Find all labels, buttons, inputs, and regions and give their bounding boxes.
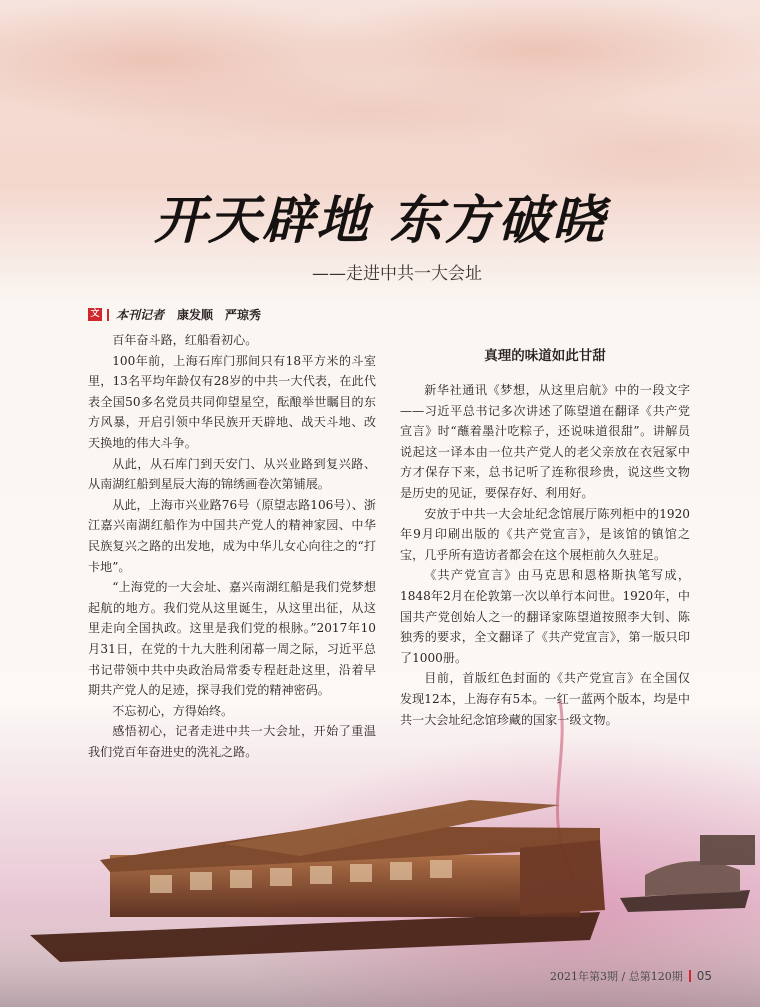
paragraph: 《共产党宣言》由马克思和恩格斯执笔写成，1848年2月在伦敦第一次以单行本问世。1920年，中国共产党创始人之一的翻译家陈望道按照李大钊、陈独秀的要求，全文翻译了《共产党宣言》，第一版只印了1000册。 bbox=[400, 568, 690, 665]
left-column bbox=[88, 330, 376, 762]
byline-authors: 康发顺 严琼秀 bbox=[177, 308, 262, 322]
paragraph: 从此，上海市兴业路76号（原望志路106号）、浙江嘉兴南湖红船作为中国共产党人的精神家园、中华民族复兴之路的出发地，成为中华儿女心向往之的“打卡地”。 bbox=[88, 497, 376, 574]
paragraph: 目前，首版红色封面的《共产党宣言》在全国仅发现12本，上海存有5本。一红一蓝两个版本，均是中共一大会址纪念馆珍藏的国家一级文物。 bbox=[400, 671, 690, 727]
paragraph: 感悟初心，记者走进中共一大会址，开始了重温我们党百年奋进史的洗礼之路。 bbox=[88, 724, 376, 759]
byline bbox=[88, 306, 261, 323]
page-title: 开天辟地 东方破晓 bbox=[153, 190, 607, 251]
page-number: 05 bbox=[696, 969, 712, 983]
page-footer bbox=[550, 968, 712, 984]
paragraph: 新华社通讯《梦想，从这里启航》中的一段文字——习近平总书记多次讲述了陈望道在翻译《共产党宣言》时“蘸着墨汁吃粽子，还说味道很甜”。讲解员说起这一译本由一位共产党人的老父亲放在衣冠冢中方才保存下来，总书记听了连称很珍贵，说这些文物是历史的见证，要保存好、利用好。 bbox=[400, 383, 690, 500]
byline-role: 本刊记者 bbox=[116, 308, 165, 322]
footer-divider bbox=[689, 970, 691, 982]
paragraph: 100年前，上海石库门那间只有18平方米的斗室里，13名平均年龄仅有28岁的中共一大代表，在此代表全国50多名党员共同仰望星空，酝酿举世瞩目的东方风暴，开启引领中华民族开天辟地、战天斗地、改天换地的伟大斗争。 bbox=[88, 353, 376, 450]
byline-divider bbox=[107, 309, 109, 321]
article-badge: 文 bbox=[88, 308, 102, 321]
paragraph: 安放于中共一大会址纪念馆展厅陈列柜中的1920年9月印刷出版的《共产党宣言》，是该馆的镇馆之宝，几乎所有造访者都会在这个展柜前久久驻足。 bbox=[400, 506, 690, 562]
paragraph: 百年奋斗路，红船看初心。 bbox=[112, 333, 258, 347]
paragraph: “上海党的一大会址、嘉兴南湖红船是我们党梦想起航的地方。我们党从这里诞生，从这里出征，从这里走向全国执政。这里是我们党的根脉。”2017年10月31日，在党的十九大胜利闭幕一周之际，习近平总书记带领中共中央政治局常委专程赶赴这里，沿着早期共产党人的足迹，探寻我们党的精神密码。 bbox=[88, 580, 376, 698]
paragraph: 从此，从石库门到天安门、从兴业路到复兴路、从南湖红船到星辰大海的锦绣画卷次第铺展。 bbox=[88, 456, 376, 492]
page-subtitle: ——走进中共一大会址 bbox=[312, 264, 482, 284]
issue-info: 2021年第3期 / 总第120期 bbox=[550, 970, 683, 983]
section-heading: 真理的味道如此甘甜 bbox=[484, 348, 606, 364]
paragraph: 不忘初心，方得始终。 bbox=[112, 703, 234, 718]
right-column bbox=[400, 348, 690, 730]
